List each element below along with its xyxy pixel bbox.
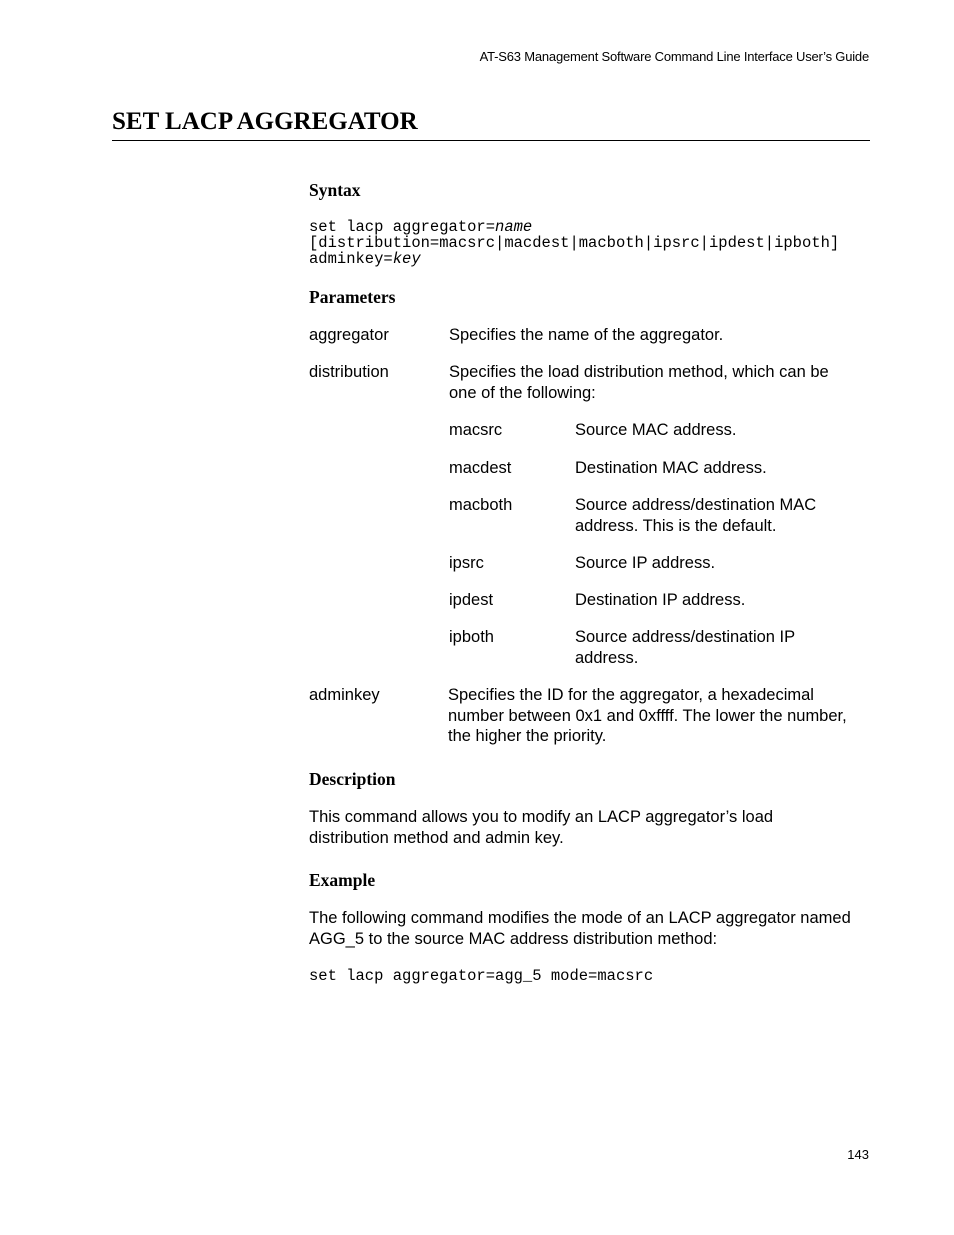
description-text: This command allows you to modify an LACP aggregator’s load distribution method and admin key. [309,808,774,847]
value-name-macdest: macdest [449,459,512,477]
syntax-key-variable: key [392,250,421,268]
running-header: AT-S63 Management Software Command Line Interface User’s Guide [479,49,869,64]
value-desc-ipsrc: Source IP address. [575,554,716,572]
example-code: set lacp aggregator=agg_5 mode=macsrc [309,967,654,985]
param-desc-distribution: Specifies the load distribution method, which can be one of the following: [449,363,829,402]
param-name-adminkey: adminkey [309,686,380,704]
value-name-ipboth: ipboth [449,628,494,646]
param-desc-aggregator: Specifies the name of the aggregator. [449,326,724,344]
value-desc-macboth: Source address/destination MAC address. This is the default. [575,496,817,535]
title-rule [112,140,870,141]
page-title: SET LACP AGGREGATOR [112,108,418,135]
syntax-line-1 [309,219,532,235]
value-name-ipsrc: ipsrc [449,554,484,572]
syntax-adminkey: adminkey= [309,250,393,268]
syntax-name-variable: name [495,218,533,236]
value-name-macsrc: macsrc [449,421,503,439]
page-number: 143 [847,1147,869,1162]
param-name-aggregator: aggregator [309,326,389,344]
syntax-command: set lacp aggregator= [309,218,496,236]
syntax-heading: Syntax [309,180,361,200]
example-text: The following command modifies the mode of an LACP aggregator named AGG_5 to the source MAC address distribution method: [309,909,851,948]
syntax-line-2: [distribution=macsrc|macdest|macboth|ipsrc|ipdest|ipboth] [309,234,840,252]
syntax-line-3 [309,251,421,267]
description-heading: Description [309,769,396,789]
value-desc-macsrc: Source MAC address. [575,421,737,439]
value-name-macboth: macboth [449,496,513,514]
param-desc-adminkey: Specifies the ID for the aggregator, a hexadecimal number between 0x1 and 0xffff. The lower the number, the higher the priority. [448,686,847,745]
value-desc-ipdest: Destination IP address. [575,591,746,609]
value-desc-macdest: Destination MAC address. [575,459,767,477]
param-name-distribution: distribution [309,363,389,381]
value-name-ipdest: ipdest [449,591,494,609]
example-heading: Example [309,870,376,890]
value-desc-ipboth: Source address/destination IP address. [575,628,795,667]
parameters-heading: Parameters [309,287,396,307]
